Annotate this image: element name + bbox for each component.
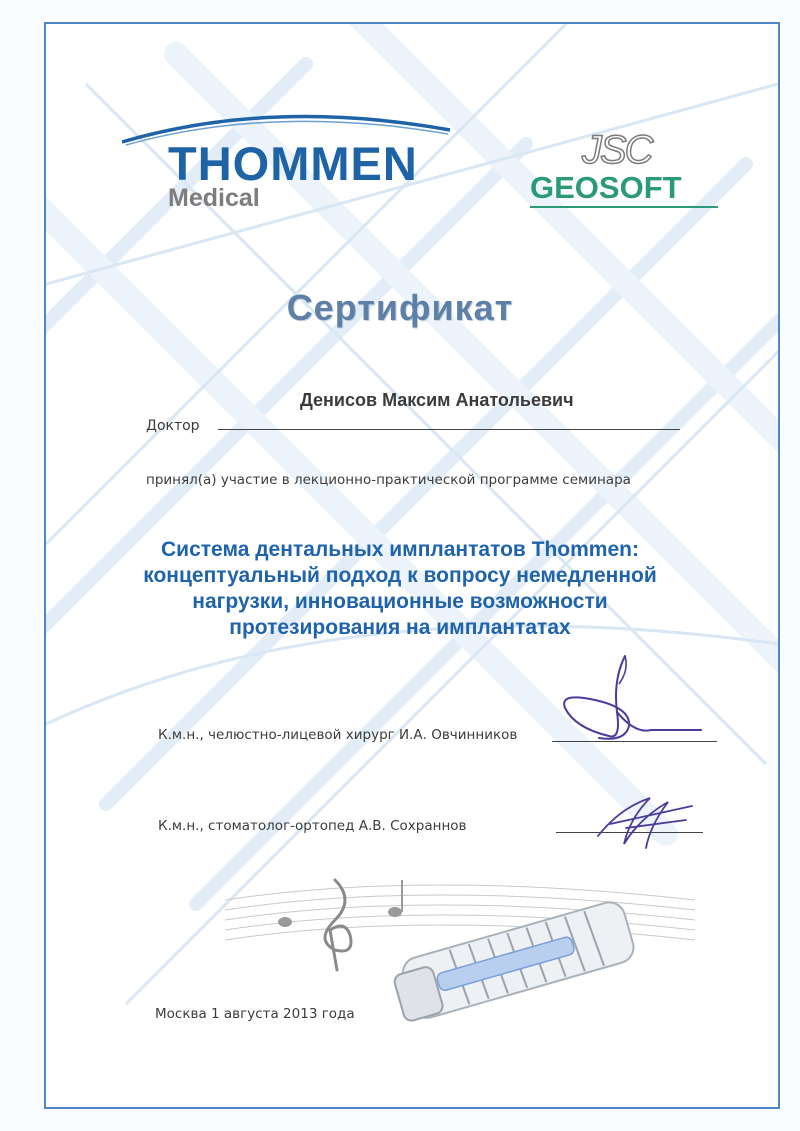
signatory-1-label: К.м.н., челюстно-лицевой хирург И.А. Овчинников — [158, 727, 518, 743]
medical-brand-text: Medical — [168, 184, 260, 212]
place-and-date: Москва 1 августа 2013 года — [155, 1006, 355, 1022]
program-title-line: концептуальный подход к вопросу немедленной — [143, 564, 657, 587]
geosoft-text: GEOSOFT — [530, 170, 682, 205]
program-title-line: нагрузки, инновационные возможности — [192, 590, 608, 613]
signature-2-handwritten — [590, 778, 700, 858]
thommen-medical-logo — [122, 88, 452, 218]
geosoft-underline — [530, 204, 720, 212]
signatory-2-label: К.м.н., стоматолог-ортопед А.В. Сохраннов — [158, 818, 467, 834]
certificate-title: Сертификат — [286, 287, 514, 328]
name-underline — [218, 429, 680, 430]
jsc-geosoft-logo — [530, 128, 730, 222]
program-title-line: протезирования на имплантатах — [229, 616, 571, 639]
recipient-prefix: Доктор — [146, 418, 200, 434]
jsc-text: JSC — [582, 128, 652, 172]
decorative-music-and-implant — [225, 860, 705, 1060]
recipient-name: Денисов Максим Анатольевич — [300, 390, 574, 410]
participation-text: принял(а) участие в лекционно-практической программе семинара — [146, 472, 631, 488]
treble-clef-icon — [325, 880, 351, 970]
thommen-brand-text: THOMMEN — [168, 137, 418, 190]
program-title-line: Система дентальных имплантатов Thommen: — [161, 538, 639, 561]
dental-implant-icon — [393, 899, 637, 1023]
program-title — [120, 537, 680, 641]
signature-1-handwritten — [555, 650, 705, 750]
